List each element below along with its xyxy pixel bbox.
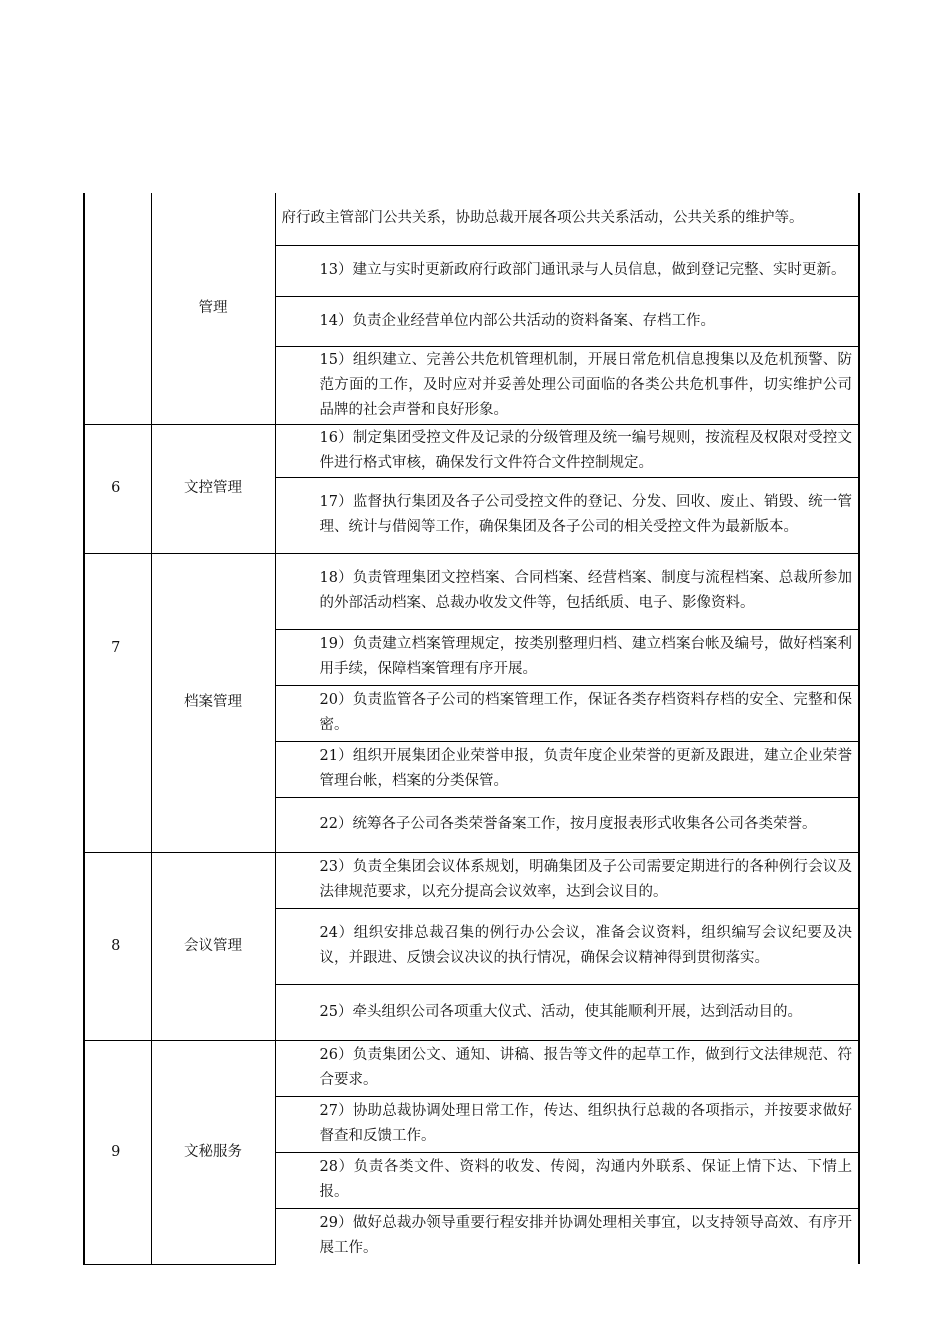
duty-cell bbox=[275, 797, 859, 852]
duty-cell bbox=[275, 1040, 859, 1096]
duty-cell bbox=[275, 477, 859, 553]
duty-text: 27）协助总裁协调处理日常工作，传达、组织执行总裁的各项指示，并按要求做好督查和反馈工作。 bbox=[319, 1103, 852, 1144]
duty-text: 26）负责集团公文、通知、讲稿、报告等文件的起草工作，做到行文法律规范、符合要求。 bbox=[319, 1047, 852, 1088]
duty-cell bbox=[275, 852, 859, 908]
duty-text: 21）组织开展集团企业荣誉申报，负责年度企业荣誉的更新及跟进，建立企业荣誉管理台帐，档案的分类保管。 bbox=[319, 748, 852, 789]
category-cell bbox=[151, 424, 275, 553]
duty-text: 22）统筹各子公司各类荣誉备案工作，按月度报表形式收集各公司各类荣誉。 bbox=[319, 816, 817, 832]
row-number: 7 bbox=[84, 553, 151, 852]
table-row bbox=[84, 852, 859, 908]
duty-text: 25）牵头组织公司各项重大仪式、活动，使其能顺利开展，达到活动目的。 bbox=[319, 1003, 802, 1020]
duty-cell bbox=[275, 193, 859, 245]
duty-cell bbox=[275, 629, 859, 685]
duty-text: 16）制定集团受控文件及记录的分级管理及统一编号规则，按流程及权限对受控文件进行格式审核，确保发行文件符合文件控制规定。 bbox=[319, 429, 852, 471]
table-row bbox=[84, 553, 859, 629]
row-number bbox=[84, 193, 151, 424]
duty-text: 19）负责建立档案管理规定，按类别整理归档、建立档案台帐及编号，做好档案利用手续，保障档案管理有序开展。 bbox=[319, 636, 852, 677]
category-label: 会议管理 bbox=[184, 937, 242, 954]
duty-table bbox=[83, 193, 860, 1265]
row-number: 8 bbox=[84, 852, 151, 1040]
duty-cell bbox=[275, 296, 859, 346]
duty-text: 府行政主管部门公共关系，协助总裁开展各项公共关系活动，公共关系的维护等。 bbox=[281, 210, 804, 227]
duty-text: 28）负责各类文件、资料的收发、传阅，沟通内外联系、保证上情下达、下情上报。 bbox=[319, 1159, 852, 1200]
duty-cell bbox=[275, 346, 859, 424]
duty-text: 15）组织建立、完善公共危机管理机制，开展日常危机信息搜集以及危机预警、防范方面的工作，及时应对并妥善处理公司面临的各类公共危机事件，切实维护公司品牌的社会声誉和良好形象。 bbox=[319, 351, 852, 418]
duty-cell bbox=[275, 908, 859, 984]
row-number: 9 bbox=[84, 1040, 151, 1264]
category-cell bbox=[151, 553, 275, 852]
duty-cell bbox=[275, 984, 859, 1040]
category-label: 文控管理 bbox=[184, 480, 242, 496]
duty-text: 18）负责管理集团文控档案、合同档案、经营档案、制度与流程档案、总裁所参加的外部活动档案、总裁办收发文件等，包括纸质、电子、影像资料。 bbox=[319, 570, 852, 611]
table-row bbox=[84, 1040, 859, 1096]
category-label: 管理 bbox=[198, 299, 228, 316]
category-cell bbox=[151, 852, 275, 1040]
duty-text: 29）做好总裁办领导重要行程安排并协调处理相关事宜，以支持领导高效、有序开展工作。 bbox=[319, 1215, 852, 1257]
duty-cell bbox=[275, 245, 859, 296]
category-cell bbox=[151, 1040, 275, 1264]
duty-cell bbox=[275, 553, 859, 629]
duty-text: 23）负责全集团会议体系规划，明确集团及子公司需要定期进行的各种例行会议及法律规范要求，以充分提高会议效率，达到会议目的。 bbox=[319, 859, 852, 900]
duty-text: 17）监督执行集团及各子公司受控文件的登记、分发、回收、废止、销毁、统一管理、统计与借阅等工作，确保集团及各子公司的相关受控文件为最新版本。 bbox=[319, 494, 852, 535]
duty-cell bbox=[275, 1208, 859, 1264]
duty-cell bbox=[275, 1096, 859, 1152]
duty-cell bbox=[275, 1152, 859, 1208]
duty-text: 13）建立与实时更新政府行政部门通讯录与人员信息，做到登记完整、实时更新。 bbox=[319, 262, 846, 278]
table-row bbox=[84, 424, 859, 477]
row-number: 6 bbox=[84, 424, 151, 553]
table-row bbox=[84, 193, 859, 245]
duty-cell bbox=[275, 685, 859, 741]
duty-cell bbox=[275, 741, 859, 797]
duty-cell bbox=[275, 424, 859, 477]
duty-text: 20）负责监管各子公司的档案管理工作，保证各类存档资料存档的安全、完整和保密。 bbox=[319, 692, 852, 733]
category-cell bbox=[151, 193, 275, 424]
category-label: 档案管理 bbox=[184, 694, 242, 710]
duty-text: 24）组织安排总裁召集的例行办公会议，准备会议资料，组织编写会议纪要及决议，并跟进、反馈会议决议的执行情况，确保会议精神得到贯彻落实。 bbox=[319, 925, 852, 966]
duty-text: 14）负责企业经营单位内部公共活动的资料备案、存档工作。 bbox=[319, 312, 715, 329]
category-label: 文秘服务 bbox=[184, 1143, 242, 1160]
